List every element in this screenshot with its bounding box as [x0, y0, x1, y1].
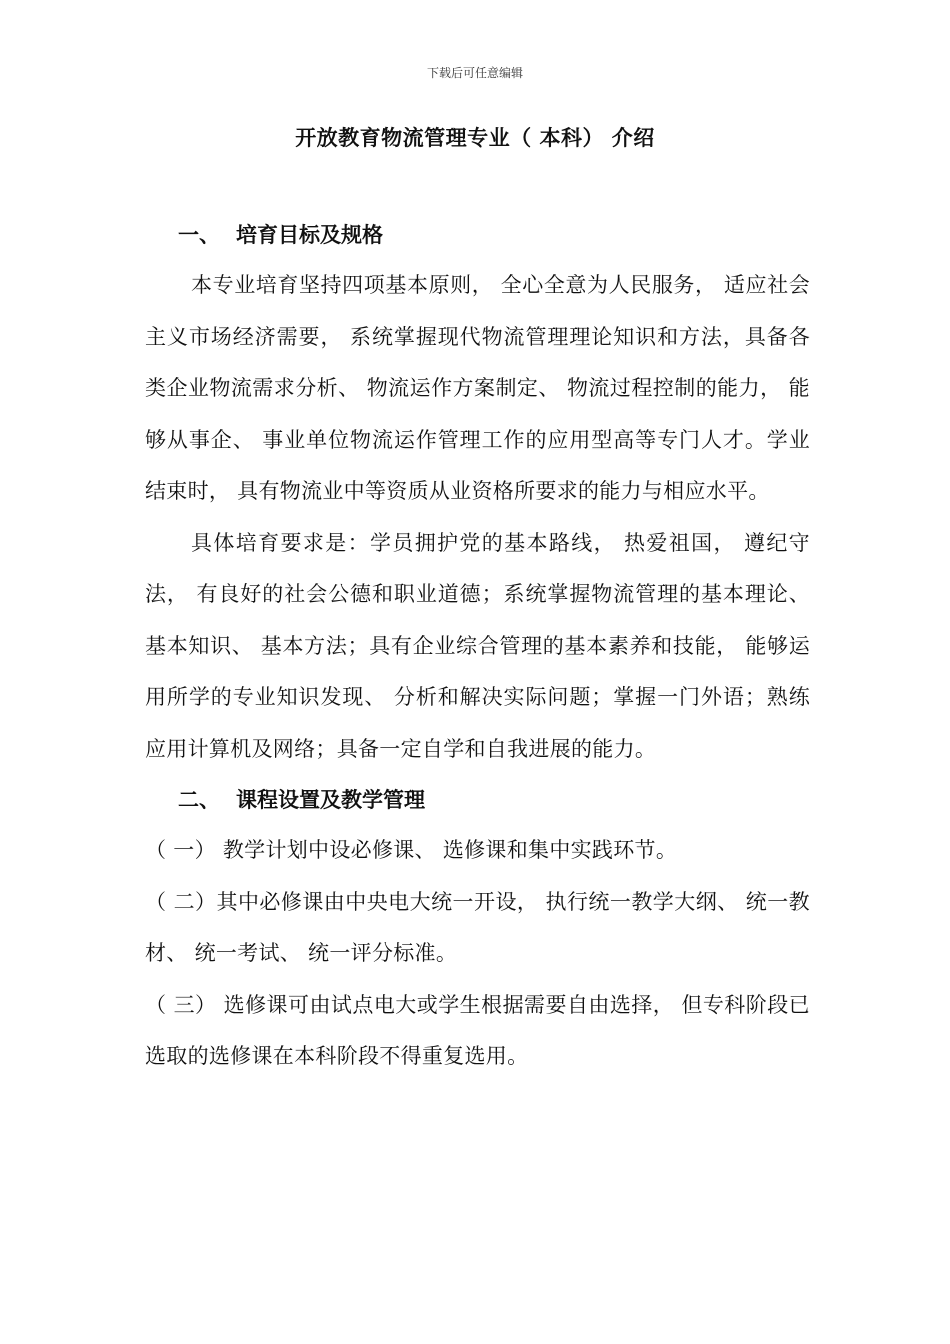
section-heading-curriculum [145, 775, 810, 825]
list-item: （ 一） 教学计划中设必修课、 选修课和集中实践环节。 [145, 838, 678, 862]
paragraph-objectives: 本专业培育坚持四项基本原则， 全心全意为人民服务， 适应社会主义市场经济需要， 系统掌握现代物流管理理论知识和方法，具备各类企业物流需求分析、 物流运作方案制定、 物流过程控制的能力， 能够从事企、 事业单位物流运作管理工作的应用型高等专门人才。学业结束时， 具有物流业中等资质从业资格所要求的能力与相应水平。 [145, 273, 810, 503]
section-title: 培育目标及规格 [236, 222, 383, 247]
section-number: 一、 [178, 222, 220, 247]
list-item: （ 三） 选修课可由试点电大或学生根据需要自由选择， 但专科阶段已选取的选修课在本科阶段不得重复选用。 [145, 992, 810, 1068]
section-title: 课程设置及教学管理 [236, 787, 425, 812]
list-item: （ 二）其中必修课由中央电大统一开设， 执行统一教学大纲、 统一教材、 统一考试、 统一评分标准。 [145, 889, 810, 965]
document-title: 开放教育物流管理专业（ 本科） 介绍 [295, 125, 655, 150]
section-heading-objectives [145, 210, 810, 260]
section-number: 二、 [178, 787, 220, 812]
page-header-note: 下载后可任意编辑 [426, 66, 523, 80]
document-body [145, 210, 810, 1083]
paragraph-requirements: 具体培育要求是：学员拥护党的基本路线， 热爱祖国， 遵纪守法， 有良好的社会公德和职业道德；系统掌握物流管理的基本理论、 基本知识、 基本方法；具有企业综合管理的基本素养和技能， 能够运用所学的专业知识发现、 分析和解决实际问题；掌握一门外语；熟练应用计算机及网络；具备一定自学和自我进展的能力。 [145, 530, 810, 761]
